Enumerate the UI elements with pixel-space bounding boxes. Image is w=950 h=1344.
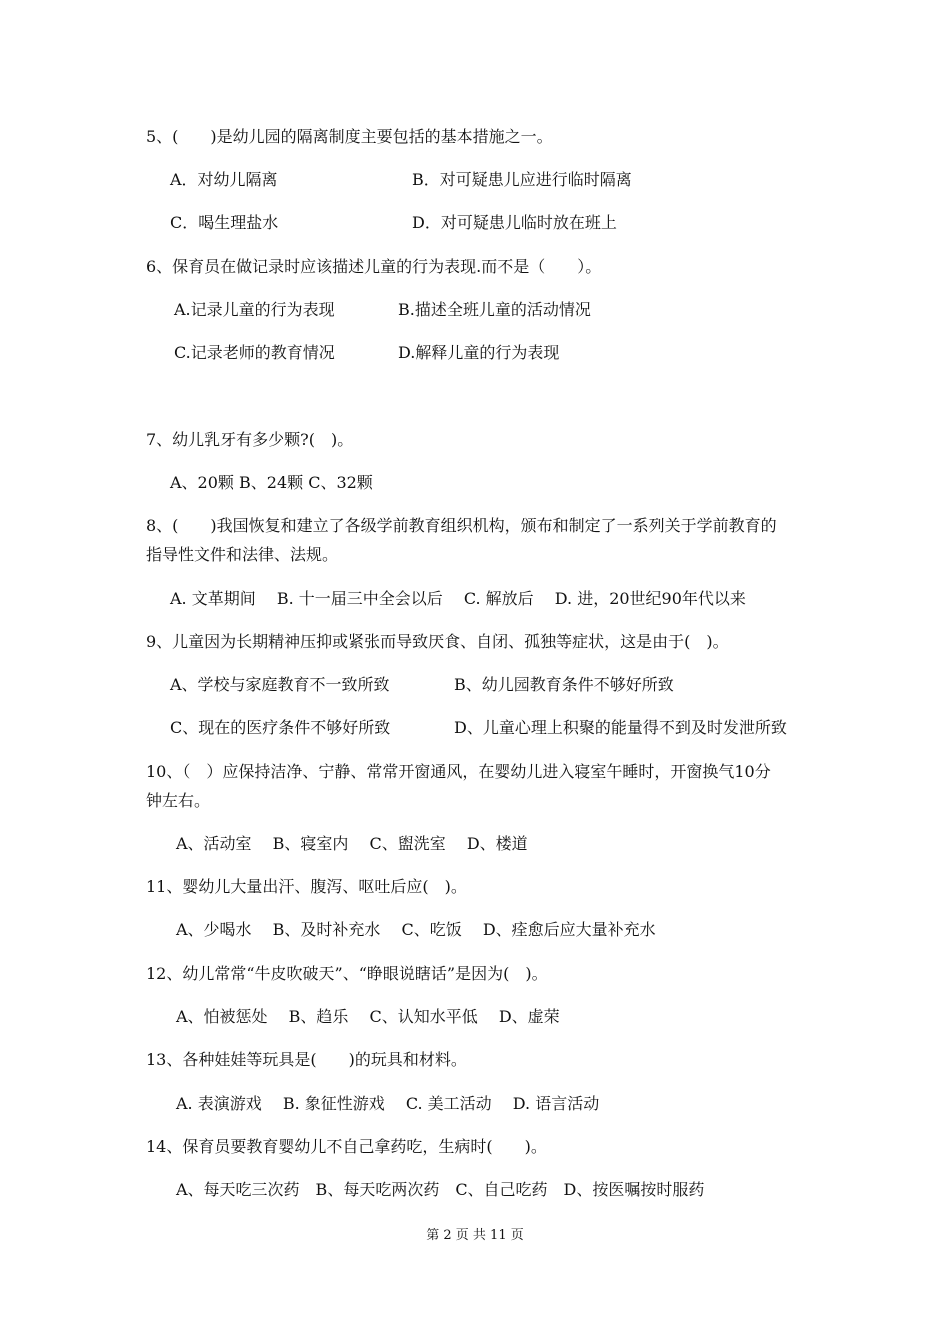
question-9-stem: 9、儿童因为长期精神压抑或紧张而导致厌食、自闭、孤独等症状，这是由于( )。 bbox=[146, 632, 729, 651]
question-10-options: A、活动室 B、寝室内 C、盥洗室 D、楼道 bbox=[176, 834, 528, 853]
question-6-option-d: D.解释儿童的行为表现 bbox=[398, 343, 560, 362]
question-6-stem: 6、保育员在做记录时应该描述儿童的行为表现.而不是（ ）。 bbox=[146, 257, 602, 276]
question-13-options: A. 表演游戏 B. 象征性游戏 C. 美工活动 D. 语言活动 bbox=[176, 1094, 600, 1113]
question-7-stem: 7、幼儿乳牙有多少颗?( )。 bbox=[146, 430, 354, 449]
question-14-stem: 14、保育员要教育婴幼儿不自己拿药吃，生病时( )。 bbox=[146, 1137, 547, 1156]
question-8-options: A. 文革期间 B. 十一届三中全会以后 C. 解放后 D. 进，20世纪90年代以来 bbox=[170, 589, 746, 608]
question-9-option-b: B、幼儿园教育条件不够好所致 bbox=[454, 675, 674, 694]
page-footer: 第 2 页 共 11 页 bbox=[426, 1228, 524, 1243]
question-8-stem-line-2: 指导性文件和法律、法规。 bbox=[146, 545, 339, 564]
question-12-options: A、怕被惩处 B、趋乐 C、认知水平低 D、虚荣 bbox=[176, 1007, 560, 1026]
question-5-option-b: B．对可疑患儿应进行临时隔离 bbox=[412, 170, 632, 189]
question-13-stem: 13、各种娃娃等玩具是( )的玩具和材料。 bbox=[146, 1050, 467, 1069]
question-14-options: A、每天吃三次药 B、每天吃两次药 C、自己吃药 D、按医嘱按时服药 bbox=[176, 1180, 705, 1199]
question-9-option-d: D、儿童心理上积聚的能量得不到及时发泄所致 bbox=[454, 718, 787, 737]
question-9-option-c: C、现在的医疗条件不够好所致 bbox=[170, 718, 391, 737]
question-10-stem-line-2: 钟左右。 bbox=[146, 791, 211, 810]
question-5-option-d: D．对可疑患儿临时放在班上 bbox=[412, 213, 617, 232]
question-5-option-a: A．对幼儿隔离 bbox=[170, 170, 278, 189]
question-5-option-c: C．喝生理盐水 bbox=[170, 213, 279, 232]
question-10-stem-line-1: 10、（ ）应保持洁净、宁静、常常开窗通风，在婴幼儿进入寝室午睡时，开窗换气10分 bbox=[146, 762, 771, 781]
question-6-option-b: B.描述全班儿童的活动情况 bbox=[398, 300, 591, 319]
question-11-options: A、少喝水 B、及时补充水 C、吃饭 D、痊愈后应大量补充水 bbox=[176, 920, 656, 939]
question-5-stem: 5、( )是幼儿园的隔离制度主要包括的基本措施之一。 bbox=[146, 127, 553, 146]
question-12-stem: 12、幼儿常常“牛皮吹破天”、“睁眼说瞎话”是因为( )。 bbox=[146, 964, 548, 983]
question-6-option-a: A.记录儿童的行为表现 bbox=[174, 300, 335, 319]
question-9-option-a: A、学校与家庭教育不一致所致 bbox=[170, 675, 390, 694]
question-6-option-c: C.记录老师的教育情况 bbox=[174, 343, 335, 362]
question-8-stem-line-1: 8、( )我国恢复和建立了各级学前教育组织机构，颁布和制定了一系列关于学前教育的 bbox=[146, 516, 777, 535]
question-11-stem: 11、婴幼儿大量出汗、腹泻、呕吐后应( )。 bbox=[146, 877, 467, 896]
question-7-options: A、20颗 B、24颗 C、32颗 bbox=[170, 473, 373, 492]
